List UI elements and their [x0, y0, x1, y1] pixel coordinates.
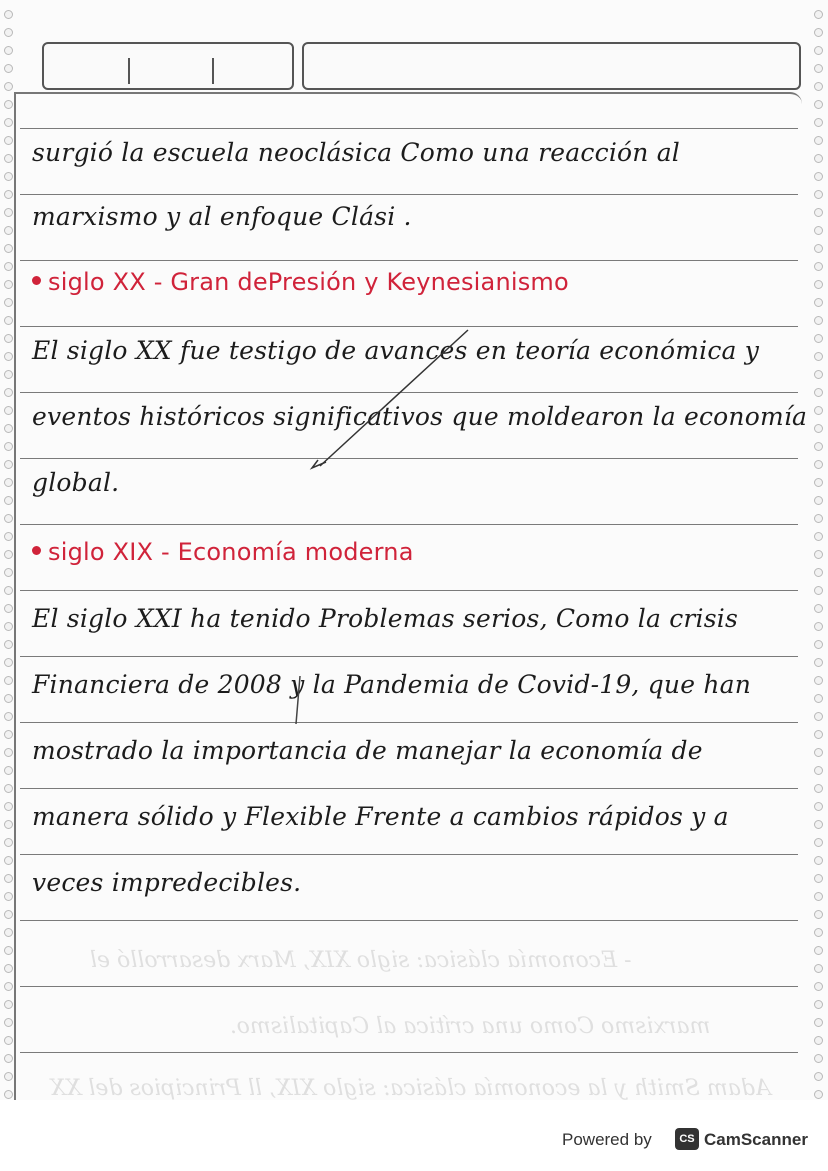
text-line-8: mostrado la importancia de manejar la economía de — [32, 736, 703, 765]
heading-siglo-xix: siglo XIX - Economía moderna — [48, 538, 414, 566]
text-line-10: veces impredecibles. — [32, 868, 302, 897]
ghost-text-1: - Economía clásica: siglo XIX, Marx desarrolló el — [90, 948, 632, 973]
text-line-4: eventos históricos significativos que moldearon la economía — [32, 402, 808, 431]
camscanner-brand: CamScanner — [704, 1130, 808, 1149]
text-line-7: Financiera de 2008 y la Pandemia de Covid-19, que han — [32, 670, 752, 699]
heading-siglo-xx: siglo XX - Gran dePresión y Keynesianismo — [48, 268, 569, 296]
powered-by-label: Powered by — [562, 1130, 652, 1149]
text-line-5: global. — [32, 468, 120, 497]
camscanner-logo-icon: CS — [675, 1128, 699, 1150]
text-line-6: El siglo XXI ha tenido Problemas serios, Como la crisis — [32, 604, 739, 633]
ghost-text-2: marxismo Como una crítica al Capitalismo. — [230, 1014, 711, 1039]
ghost-text-3: Adam Smith y la economía clásica: siglo XIX, ll Principios del XX — [50, 1076, 771, 1100]
text-line-2: marxismo y al enfoque Clási . — [32, 202, 412, 231]
text-line-9: manera sólido y Flexible Frente a cambios rápidos y a — [32, 802, 729, 831]
text-line-3: El siglo XX fue testigo de avances en teoría económica y — [32, 336, 760, 365]
text-line-1: surgió la escuela neoclásica Como una reacción al — [32, 138, 681, 167]
